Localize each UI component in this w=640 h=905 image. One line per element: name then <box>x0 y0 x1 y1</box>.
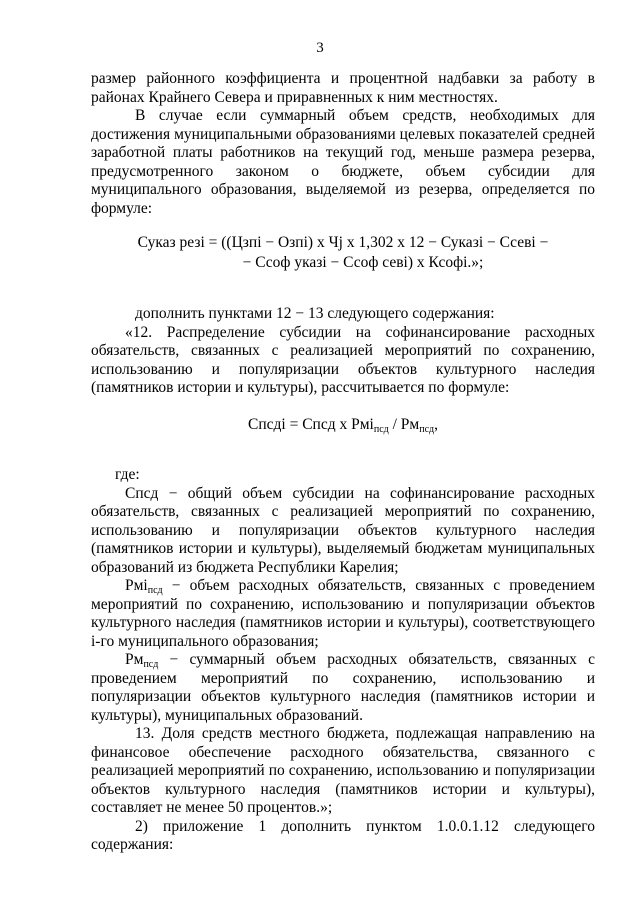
definition-rm-text: − суммарный объем расходных обязательств, связанных с проведением мероприятий по сохранению, использованию и популяризации объектов культурного наследия (памятников истории и культуры), муниципальных образований. <box>91 651 595 724</box>
formula-subsidy-distribution <box>91 416 595 435</box>
formula-separator: / Рм <box>388 415 420 433</box>
paragraph-definition-rm <box>91 651 595 725</box>
term-rm-subscript: псд <box>143 659 159 670</box>
formula-line-2: − Ссоф указi − Ссоф севi) х Ксофi.»; <box>242 254 484 271</box>
formula-subscript-2: псд <box>419 423 435 435</box>
paragraph-coefficient: размер районного коэффициента и процентной надбавки за работу в районах Крайнего Севера и приравненных к ним местностях. <box>91 70 595 106</box>
definition-rmi-text: − объем расходных обязательств, связанных с проведением мероприятий по сохранению, использованию и популяризации объектов культурного наследия (памятников истории и культуры), соответствующего i-го муниципального образования; <box>91 577 595 650</box>
document-body <box>91 70 595 855</box>
formula-subsidy-reserve <box>91 233 595 273</box>
paragraph-appendix-1: 2) приложение 1 дополнить пунктом 1.0.0.1.12 следующего содержания: <box>91 817 595 853</box>
formula-end: , <box>434 415 438 433</box>
paragraph-add-items: дополнить пунктами 12 − 13 следующего содержания: <box>135 305 495 322</box>
page-number: 3 <box>316 40 324 56</box>
formula-base: Спсдi = Спсд х Рмi <box>248 415 374 433</box>
paragraph-reserve-condition: В случае если суммарный объем средств, необходимых для достижения муниципальными образованиями целевых показателей средней заработной платы работников на текущий год, меньше размера резерва, предусмотренного законом о бюджете, объем субсидии для муниципального образования, выделяемой из резерва, определяется по формуле: <box>91 107 595 217</box>
paragraph-definition-rmi <box>91 577 595 651</box>
term-rmi: Рмi <box>125 577 148 594</box>
term-rmi-subscript: псд <box>147 585 163 596</box>
paragraph-item-13: 13. Доля средств местного бюджета, подлежащая направлению на финансовое обеспечение расходного обязательства, связанного с реализацией мероприятий по сохранению, использованию и популяризации объектов культурного наследия (памятников истории и культуры), составляет не менее 50 процентов.»; <box>91 725 595 816</box>
paragraph-where: где: <box>115 466 140 483</box>
formula-subscript-1: псд <box>373 423 389 435</box>
formula-line-1: Суказ резi = ((Цзпi − Озпi) х Чj х 1,302 х 12 − Суказi − Ссевi − <box>137 234 549 251</box>
paragraph-item-12: «12. Распределение субсидии на софинансирование расходных обязательств, связанных с реализацией мероприятий по сохранению, использованию и популяризации объектов культурного наследия (памятников истории и культуры), рассчитывается по формуле: <box>91 323 595 396</box>
paragraph-definition-spsd: Спсд − общий объем субсидии на софинансирование расходных обязательств, связанных с реализацией мероприятий по сохранению, использованию и популяризации объектов культурного наследия (памятников истории и культуры), выделяемый бюджетам муниципальных образований из бюджета Республики Карелия; <box>91 484 595 576</box>
term-rm: Рм <box>125 651 144 668</box>
